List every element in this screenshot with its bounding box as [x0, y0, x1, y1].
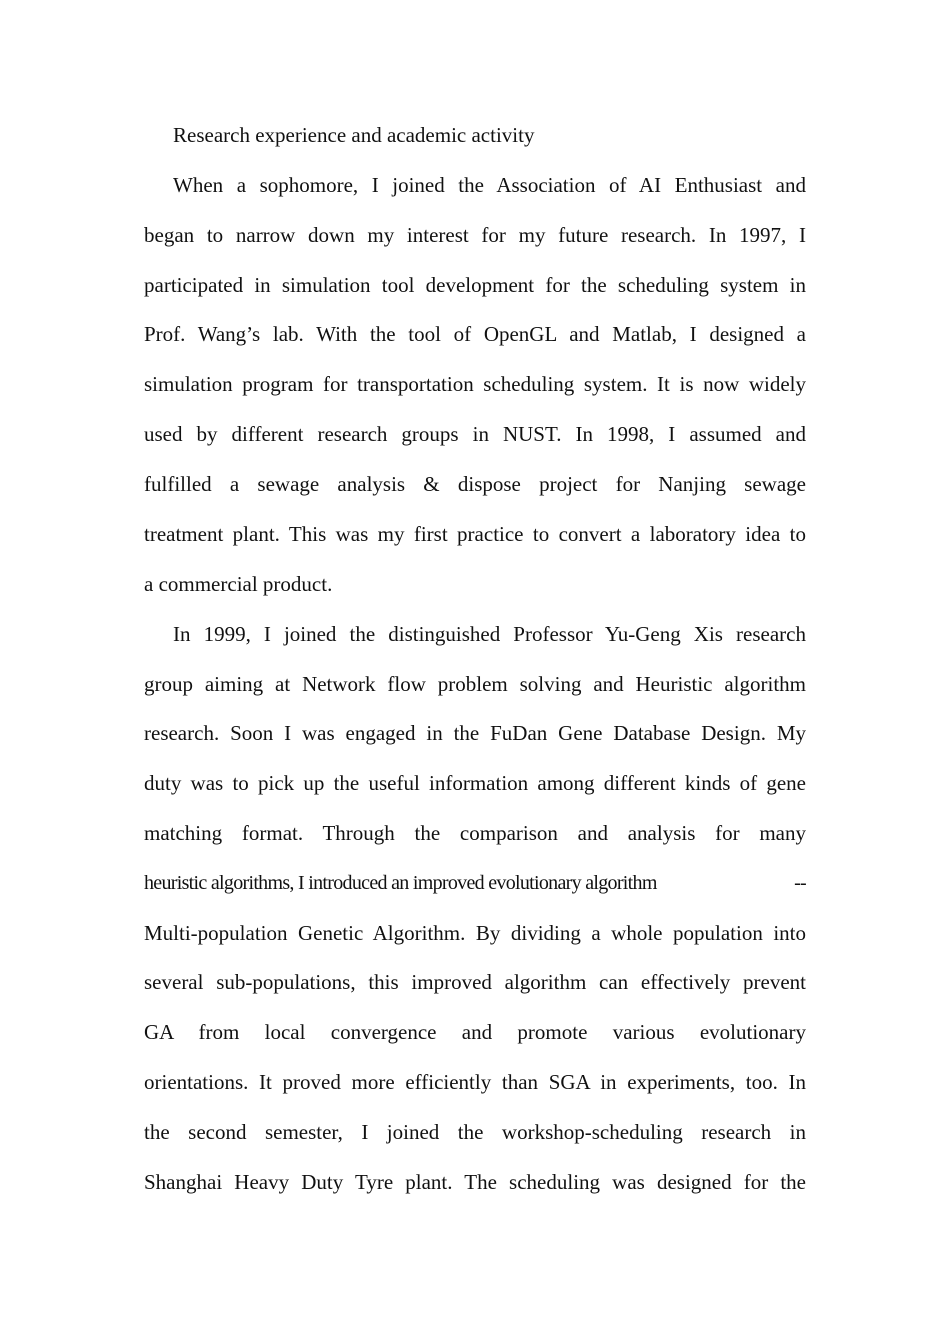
paragraph-2-line-8: several sub-populations, this improved algorithm can effectively prevent: [144, 970, 806, 994]
paragraph-2-line-6: [144, 868, 806, 898]
section-heading: Research experience and academic activity: [173, 123, 535, 147]
paragraph-1-line-9: a commercial product.: [144, 572, 333, 596]
paragraph-2-line-11: the second semester, I joined the workshop-scheduling research in: [144, 1120, 806, 1144]
paragraph-1-line-2: began to narrow down my interest for my future research. In 1997, I: [144, 223, 806, 247]
paragraph-2-line-10: orientations. It proved more efficiently than SGA in experiments, too. In: [144, 1070, 806, 1094]
paragraph-1-line-8: treatment plant. This was my first practice to convert a laboratory idea to: [144, 522, 806, 546]
paragraph-2-line-4: duty was to pick up the useful information among different kinds of gene: [144, 771, 806, 795]
paragraph-2-line-6-dash: --: [794, 872, 806, 894]
paragraph-2-line-3: research. Soon I was engaged in the FuDan Gene Database Design. My: [144, 721, 806, 745]
paragraph-1-line-5: simulation program for transportation scheduling system. It is now widely: [144, 372, 806, 396]
paragraph-2-line-9: GA from local convergence and promote various evolutionary: [144, 1020, 806, 1044]
paragraph-2-line-6-text: heuristic algorithms, I introduced an improved evolutionary algorithm: [144, 872, 657, 894]
paragraph-1-line-4: Prof. Wang’s lab. With the tool of OpenGL and Matlab, I designed a: [144, 322, 806, 346]
paragraph-2-line-7: Multi-population Genetic Algorithm. By dividing a whole population into: [144, 921, 806, 945]
paragraph-1-line-1: When a sophomore, I joined the Association of AI Enthusiast and: [173, 173, 806, 197]
paragraph-1-line-6: used by different research groups in NUST. In 1998, I assumed and: [144, 422, 806, 446]
paragraph-2-line-1: In 1999, I joined the distinguished Professor Yu-Geng Xis research: [173, 622, 806, 646]
paragraph-2-line-2: group aiming at Network flow problem solving and Heuristic algorithm: [144, 672, 806, 696]
paragraph-2-line-12: Shanghai Heavy Duty Tyre plant. The scheduling was designed for the: [144, 1170, 806, 1194]
paragraph-1-line-3: participated in simulation tool development for the scheduling system in: [144, 273, 806, 297]
paragraph-1-line-7: fulfilled a sewage analysis & dispose project for Nanjing sewage: [144, 472, 806, 496]
paragraph-2-line-5: matching format. Through the comparison and analysis for many: [144, 821, 806, 845]
